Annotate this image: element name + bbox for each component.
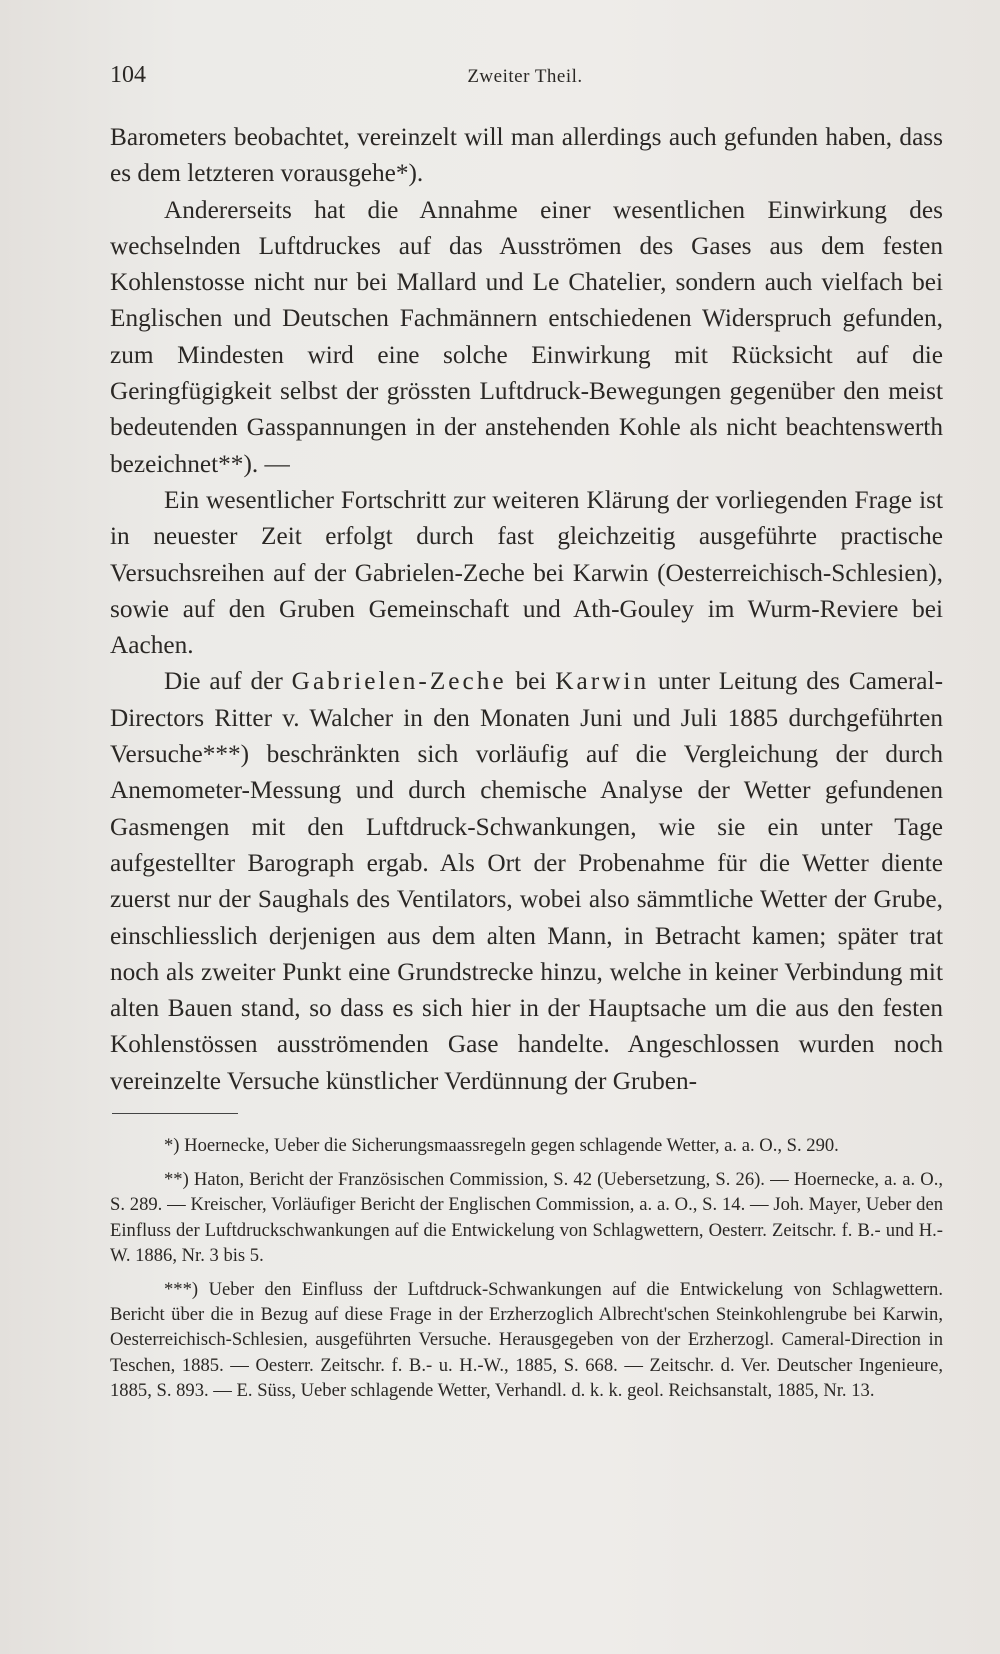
- paragraph-4-rest: unter Leitung des Cameral-Directors Ritter v. Walcher in den Monaten Juni und Juli 1885 durchgeführten Versuche***) beschränkten sich vorläufig auf die Vergleichung der durch Anemometer-Messung und durch chemische Analyse der Wetter gefundenen Gasmengen mit den Luftdruck-Schwankungen, wie sie ein unter Tage aufgestellter Barograph ergab. Als Ort der Probenahme für die Wetter diente zuerst nur der Saughals des Ventilators, wobei also sämmtliche Wetter der Grube, einschliesslich derjenigen aus dem alten Mann, in Betracht kamen; später trat noch als zweiter Punkt eine Grundstrecke hinzu, welche in keiner Verbindung mit alten Bauen stand, so dass es sich hier in der Hauptsache um die aus den festen Kohlenstössen ausströmenden Gase handelte. Angeschlossen wurden noch vereinzelte Versuche künstlicher Verdünnung der Gruben-: [110, 667, 943, 1095]
- paragraph-1: Barometers beobachtet, vereinzelt will man allerdings auch gefunden haben, dass es dem letzteren vorausgehe*).: [110, 123, 943, 188]
- page-header: [110, 62, 940, 98]
- footnote-2: **) Haton, Bericht der Französischen Commission, S. 42 (Uebersetzung, S. 26). — Hoernecke, a. a. O., S. 289. — Kreischer, Vorläufiger Bericht der Englischen Commission, a. a. O., S. 14. — Joh. Mayer, Ueber den Einfluss der Luftdruckschwankungen auf die Entwickelung von Schlagwettern, Oesterr. Zeitschr. f. B.- und H.-W. 1886, Nr. 3 bis 5.: [110, 1169, 943, 1266]
- running-head: Zweiter Theil.: [467, 66, 583, 87]
- paragraph-2: Andererseits hat die Annahme einer wesentlichen Einwirkung des wechselnden Luftdruckes auf das Ausströmen des Gases aus dem festen Kohlenstosse nicht nur bei Mallard und Le Chatelier, sondern auch vielfach bei Englischen und Deutschen Fachmännern entschiedenen Widerspruch gefunden, zum Mindesten wird eine solche Einwirkung mit Rücksicht auf die Geringfügigkeit selbst der grössten Luftdruck-Bewegungen gegenüber den meist bedeutenden Gasspannungen in der anstehenden Kohle als nicht beachtenswerth bezeichnet**). —: [110, 195, 943, 478]
- spaced-term-zeche: Gabrielen-Zeche: [291, 667, 507, 696]
- footnote-divider: [112, 1113, 238, 1114]
- paragraph-4: [110, 663, 943, 1099]
- page-number: 104: [110, 62, 146, 88]
- footnotes: [110, 1133, 943, 1412]
- footnote-1: *) Hoernecke, Ueber die Sicherungsmaassregeln gegen schlagende Wetter, a. a. O., S. 290.: [164, 1135, 839, 1156]
- spaced-term-karwin: Karwin: [555, 667, 650, 696]
- main-text: [110, 119, 943, 1099]
- paragraph-4-start: Die auf der: [164, 667, 292, 696]
- paragraph-3: Ein wesentlicher Fortschritt zur weiteren Klärung der vorliegenden Frage ist in neuester Zeit erfolgt durch fast gleichzeitig ausgeführte practische Versuchsreihen auf der Gabrielen-Zeche bei Karwin (Oesterreichisch-Schlesien), sowie auf den Gruben Gemeinschaft und Ath-Gouley im Wurm-Reviere bei Aachen.: [110, 485, 943, 660]
- footnote-3: ***) Ueber den Einfluss der Luftdruck-Schwankungen auf die Entwickelung von Schlagwettern. Bericht über die in Bezug auf diese Frage in der Erzherzoglich Albrecht'schen Steinkohlengrube bei Karwin, Oesterreichisch-Schlesien, ausgeführten Versuche. Herausgegeben von der Erzherzogl. Cameral-Direction in Teschen, 1885. — Oesterr. Zeitschr. f. B.- u. H.-W., 1885, S. 668. — Zeitschr. d. Ver. Deutscher Ingenieure, 1885, S. 893. — E. Süss, Ueber schlagende Wetter, Verhandl. d. k. k. geol. Reichsanstalt, 1885, Nr. 13.: [110, 1279, 943, 1401]
- paragraph-4-mid: bei: [506, 667, 556, 696]
